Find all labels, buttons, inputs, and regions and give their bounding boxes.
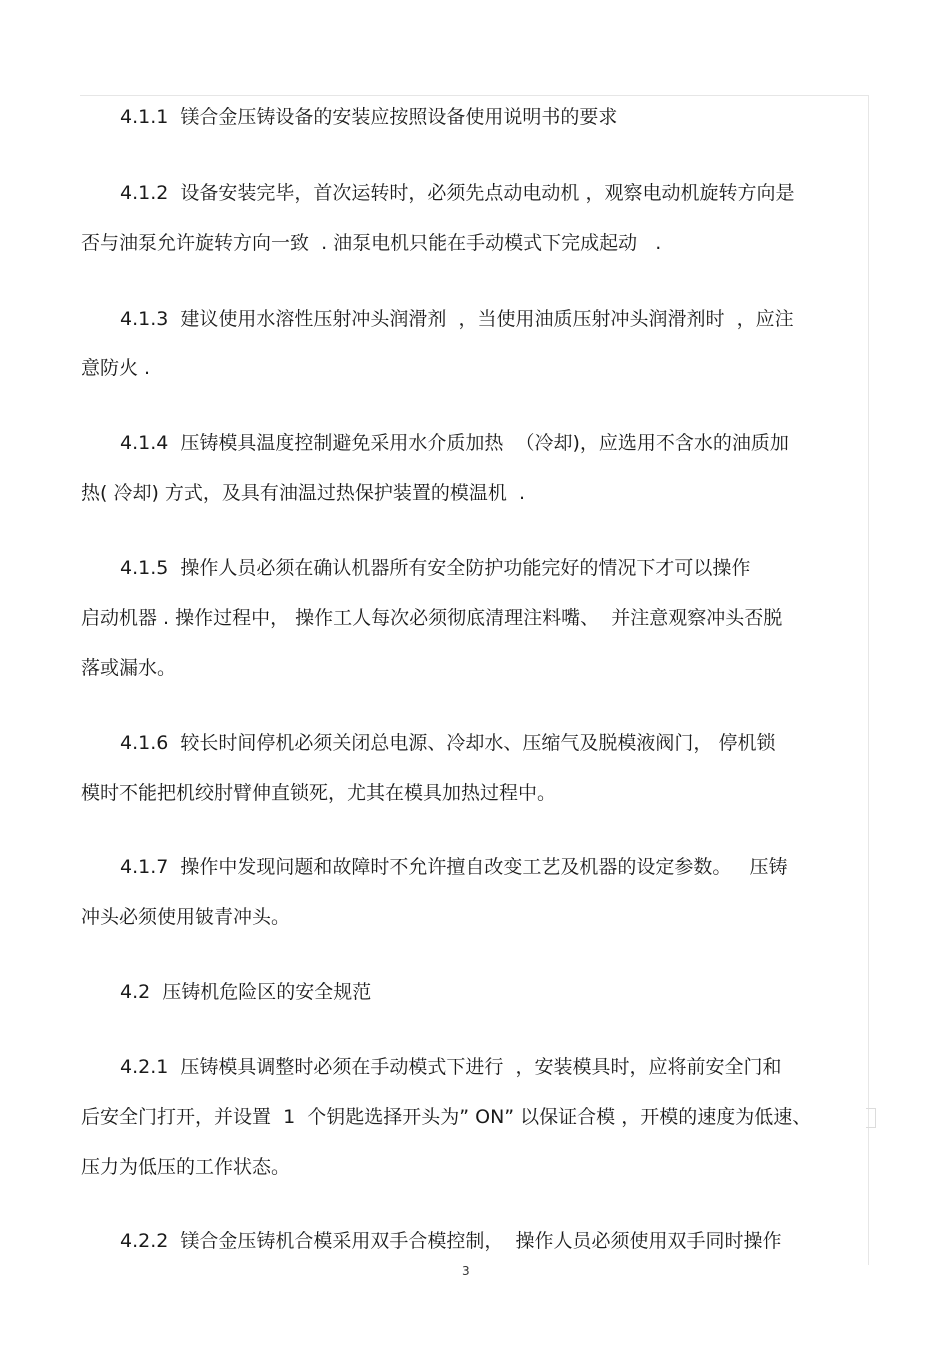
- line-4-1-7-b: 冲头必须使用铍青冲头。: [81, 906, 291, 928]
- line-4-1-5-c: 落或漏水。: [81, 657, 177, 679]
- line-4-1-3-a: 4.1.3 建议使用水溶性压射冲头润滑剂 ，当使用油质压射冲头润滑剂时 ，应注: [120, 308, 794, 330]
- line-4-2-1-b: 后安全门打开，并设置 1 个钥匙选择开头为” ON” 以保证合模 ，开模的速度为低速、: [81, 1106, 812, 1128]
- line-4-1-2-b: 否与油泵允许旋转方向一致 . 油泵电机只能在手动模式下完成起动 .: [81, 232, 662, 254]
- line-4-1-7-a: 4.1.7 操作中发现问题和故障时不允许擅自改变工艺及机器的设定参数。 压铸: [120, 856, 788, 878]
- line-4-2-1-c: 压力为低压的工作状态。: [81, 1156, 291, 1178]
- line-4-1-5-a: 4.1.5 操作人员必须在确认机器所有安全防护功能完好的情况下才可以操作: [120, 557, 751, 579]
- line-4-1-6-b: 模时不能把机绞肘臂伸直锁死，尤其在模具加热过程中。: [81, 782, 557, 804]
- line-4-1-5-b: 启动机器 . 操作过程中， 操作工人每次必须彻底清理注料嘴、 并注意观察冲头否脱: [81, 607, 783, 629]
- line-4-1-1: 4.1.1 镁合金压铸设备的安装应按照设备使用说明书的要求: [120, 106, 618, 128]
- line-4-2-1-a: 4.2.1 压铸模具调整时必须在手动模式下进行 ，安装模具时，应将前安全门和: [120, 1056, 782, 1078]
- line-4-1-2-a: 4.1.2 设备安装完毕，首次运转时，必须先点动电动机 ，观察电动机旋转方向是: [120, 182, 795, 204]
- section-heading-4-2: 4.2 压铸机危险区的安全规范: [120, 981, 372, 1003]
- line-4-1-3-b: 意防火 .: [81, 357, 151, 379]
- page-number: 3: [462, 1264, 470, 1278]
- line-4-2-2-a: 4.2.2 镁合金压铸机合模采用双手合模控制， 操作人员必须使用双手同时操作: [120, 1230, 782, 1252]
- line-4-1-4-a: 4.1.4 压铸模具温度控制避免采用水介质加热 （冷却)，应选用不含水的油质加: [120, 432, 789, 454]
- line-4-1-6-a: 4.1.6 较长时间停机必须关闭总电源、冷却水、压缩气及脱模液阀门， 停机锁: [120, 732, 776, 754]
- line-4-1-4-b: 热( 冷却) 方式，及具有油温过热保护装置的模温机 .: [81, 482, 526, 504]
- page-edge-mark: [866, 1108, 876, 1128]
- page-frame: [80, 95, 869, 1265]
